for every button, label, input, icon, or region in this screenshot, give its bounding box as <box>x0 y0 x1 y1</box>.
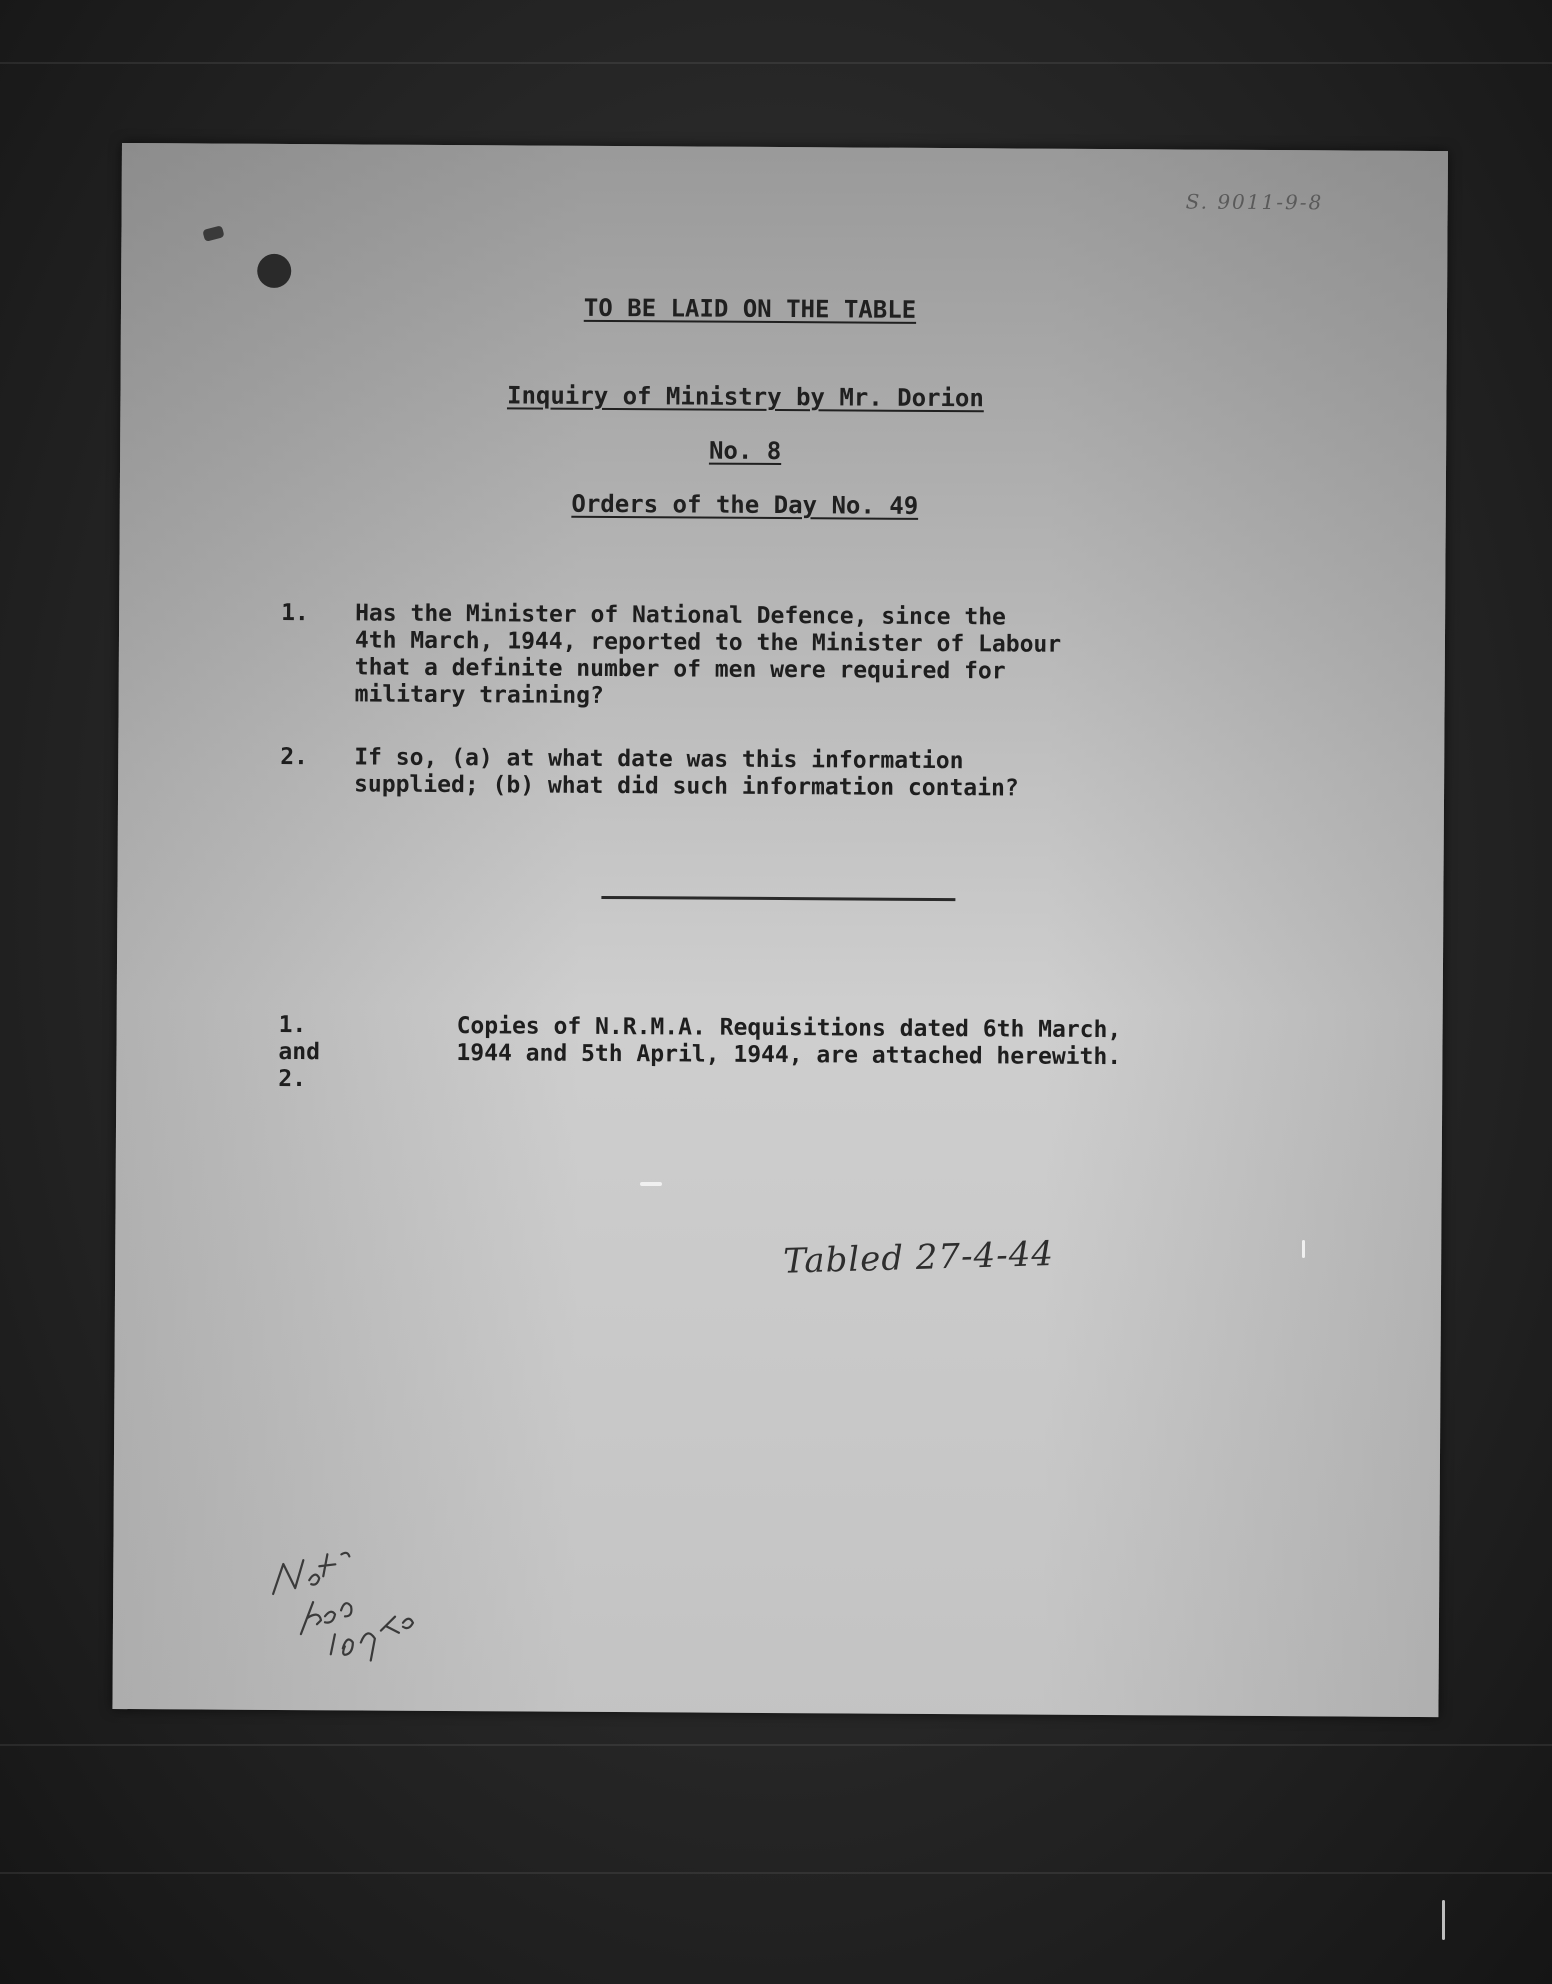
hole-punch <box>257 254 291 288</box>
document-title: TO BE LAID ON THE TABLE <box>583 293 917 324</box>
inquiry-number: No. 8 <box>708 436 782 466</box>
question-number: 1. <box>281 599 309 627</box>
question-number: 2. <box>280 743 309 771</box>
film-streak <box>0 1872 1552 1874</box>
handwritten-tabled-note: Tabled 27-4-44 <box>782 1233 1055 1282</box>
document-sheet <box>112 143 1448 1717</box>
film-scratch <box>1442 1900 1445 1940</box>
separator-rule <box>601 896 955 901</box>
orders-of-the-day: Orders of the Day No. 49 <box>571 489 919 520</box>
answer-number: 1. and 2. <box>278 1011 321 1093</box>
question-text: Has the Minister of National Defence, since the 4th March, 1944, reported to the Minister of Labour that a definite number of men were required for military training? <box>354 600 1062 709</box>
film-streak <box>0 62 1552 64</box>
question-text: If so, (a) at what date was this information supplied; (b) what did such information contain? <box>354 744 1019 802</box>
handwritten-margin-note <box>253 1484 454 1675</box>
reference-number: S. 9011-9-8 <box>1185 189 1324 215</box>
corner-mark <box>202 225 224 242</box>
inquiry-heading: Inquiry of Ministry by Mr. Dorion <box>506 381 984 413</box>
answer-text: Copies of N.R.M.A. Requisitions dated 6th March, 1944 and 5th April, 1944, are attached herewith. <box>456 1013 1122 1071</box>
film-streak <box>0 1744 1552 1746</box>
film-dust <box>1302 1240 1305 1258</box>
film-dust <box>640 1182 662 1186</box>
